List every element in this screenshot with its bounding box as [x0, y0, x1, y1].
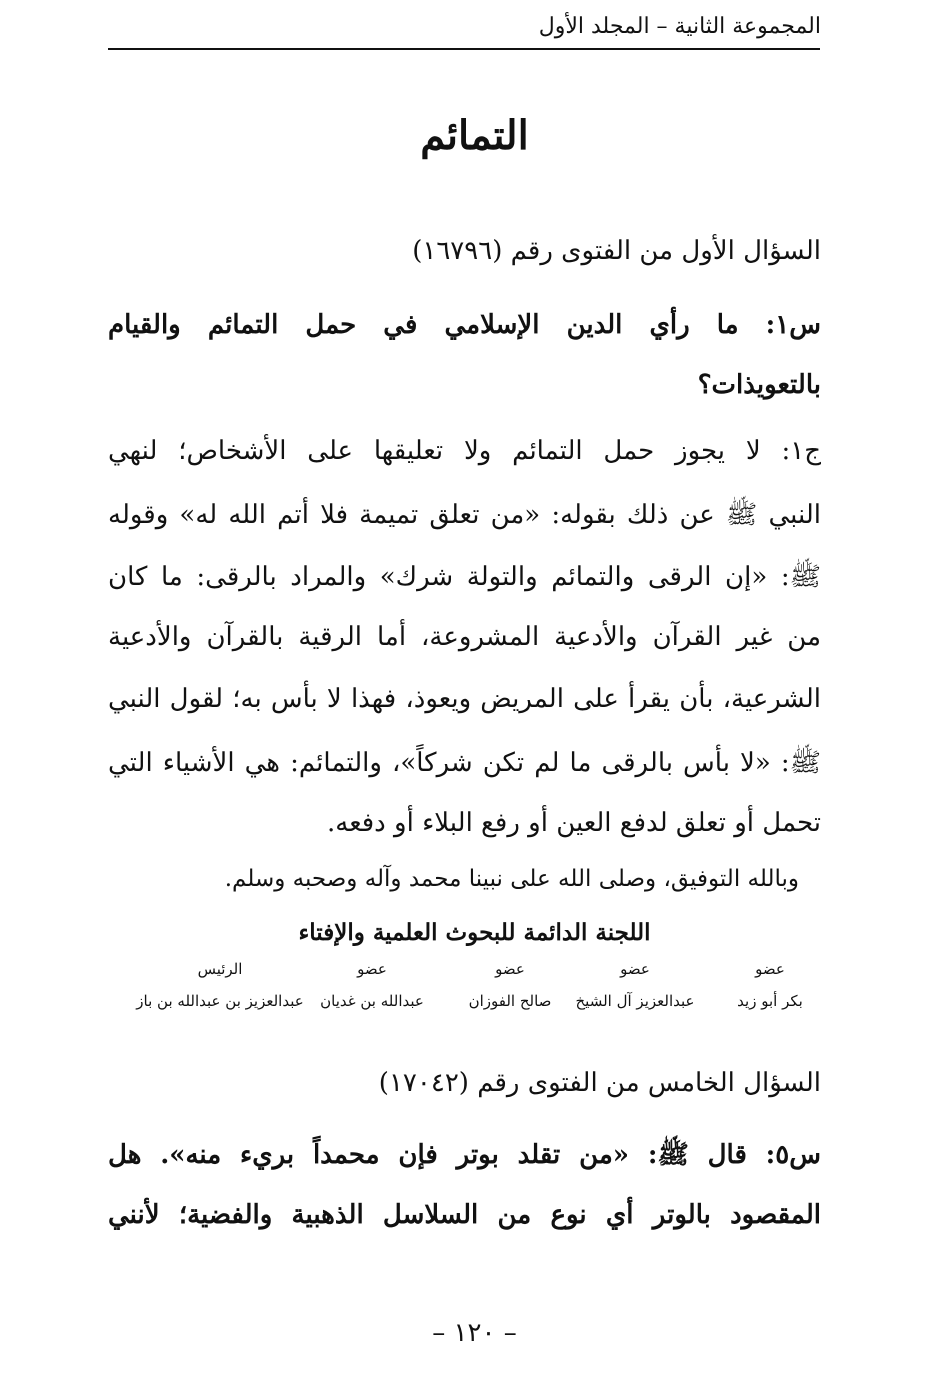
- q1-question-line-1: س١: ما رأي الدين الإسلامي في حمل التمائم والقيام: [108, 310, 821, 340]
- answer-line-1: ج١: لا يجوز حمل التمائم ولا تعليقها على الأشخاص؛ لنهي: [108, 436, 821, 466]
- q1-question-line-2: بالتعويذات؟: [697, 370, 821, 400]
- q5-question-line-1: س٥: قال ﷺ: «من تقلد بوتر فإن محمداً بريء منه». هل: [108, 1140, 821, 1170]
- committee-name: اللجنة الدائمة للبحوث العلمية والإفتاء: [298, 919, 651, 946]
- q5-question-line-2: المقصود بالوتر أي نوع من السلاسل الذهبية والفضية؛ لأنني: [108, 1200, 821, 1230]
- answer-line-3: ﷺ: «إن الرقى والتمائم والتولة شرك» والمراد بالرقى: ما كان: [108, 562, 821, 592]
- q1-heading: السؤال الأول من الفتوى رقم (١٦٧٩٦): [412, 236, 821, 266]
- q5-heading: السؤال الخامس من الفتوى رقم (١٧٠٤٢): [378, 1068, 821, 1098]
- member-role: عضو: [755, 960, 785, 978]
- member-name: صالح الفوزان: [468, 992, 552, 1010]
- closing-line: وبالله التوفيق، وصلى الله على نبينا محمد وآله وصحبه وسلم.: [224, 866, 799, 892]
- member-role: عضو: [620, 960, 650, 978]
- member-name: عبدالله بن غديان: [320, 992, 424, 1010]
- committee-member: [130, 960, 310, 1010]
- answer-line-4: من غير القرآن والأدعية المشروعة، أما الرقية بالقرآن والأدعية: [108, 622, 821, 652]
- member-role: عضو: [357, 960, 387, 978]
- page-number: – ١٢٠ –: [432, 1318, 517, 1348]
- answer-line-7: تحمل أو تعلق لدفع العين أو رفع البلاء أو دفعه.: [327, 808, 821, 838]
- header-rule: [108, 48, 820, 50]
- member-name: بكر أبو زيد: [737, 992, 803, 1010]
- answer-line-6: ﷺ: «لا بأس بالرقى ما لم تكن شركاً»، والتمائم: هي الأشياء التي: [108, 748, 821, 778]
- answer-line-2: النبي ﷺ عن ذلك بقوله: «من تعلق تميمة فلا أتم الله له» وقوله: [108, 500, 821, 530]
- member-role: الرئيس: [197, 960, 243, 978]
- member-role: عضو: [495, 960, 525, 978]
- page-title: التمائم: [420, 112, 529, 159]
- running-header: المجموعة الثانية – المجلد الأول: [538, 14, 821, 39]
- answer-line-5: الشرعية، بأن يقرأ على المريض ويعوذ، فهذا لا بأس به؛ لقول النبي: [108, 684, 821, 714]
- member-name: عبدالعزيز بن عبدالله بن باز: [136, 992, 304, 1010]
- member-name: عبدالعزيز آل الشيخ: [575, 992, 695, 1010]
